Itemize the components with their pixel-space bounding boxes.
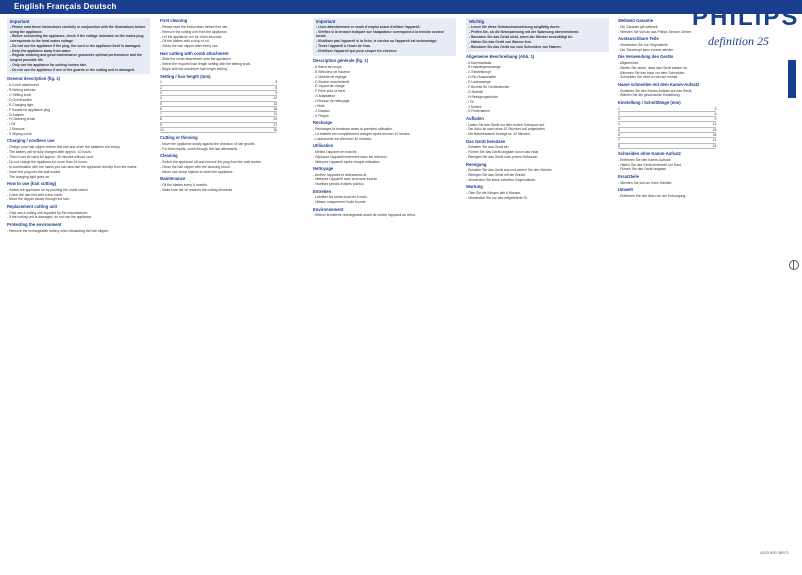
- table-cell: 15: [273, 101, 278, 106]
- list-item: - J Scissors: [7, 127, 150, 131]
- list-item: - Only use a cutting unit supplied by the manufacturer.: [7, 211, 150, 215]
- list-item: - Do not use the appliance if one of the guards or the cutting unit is damaged.: [10, 68, 147, 72]
- section: [618, 175, 738, 185]
- list-item: - Allgemeines: [618, 61, 738, 65]
- section: [7, 223, 150, 233]
- section: [160, 177, 303, 192]
- list-item: - Die Betriebsdauer beträgt ca. 40 Minuten.: [466, 132, 609, 136]
- list-item: - A Comb attachment: [7, 83, 150, 87]
- table-row: [618, 144, 716, 149]
- section: [7, 18, 150, 75]
- list-item: - G Netzteil: [466, 90, 609, 94]
- list-item: - Make sure the oil reaches the cutting elements.: [160, 188, 303, 192]
- table-cell: 21: [712, 138, 717, 143]
- list-item: - I Oil: [7, 122, 150, 126]
- column-5: [618, 16, 738, 568]
- registration-mark-icon: [789, 260, 799, 270]
- list-item: - N'utilisez l'appareil que pour couper les cheveux.: [316, 49, 453, 53]
- list-item: - Reinigen Sie das Gerät mit der Bürste.: [466, 173, 609, 177]
- list-item: - N'utilisez pas l'appareil si la fiche, le cordon ou l'appareil est endommagé.: [316, 39, 453, 43]
- list-item: - Entfernen Sie den Kamm-Aufsatz.: [618, 158, 738, 162]
- list-item: - Reinigen Sie das Gerät nach jedem Gebrauch.: [466, 155, 609, 159]
- table-cell: 2: [160, 85, 162, 90]
- list-item: - D On/off switch: [7, 98, 150, 102]
- section: [313, 144, 456, 164]
- section-title: Important: [316, 18, 336, 24]
- section-title: Environnement: [313, 206, 344, 212]
- section: [160, 154, 303, 174]
- section-title: Setting / hair length (mm): [160, 73, 211, 79]
- list-item: - Do not use the appliance if the plug, the cord or the appliance itself is damaged.: [10, 44, 147, 48]
- list-item: - For best results, comb through the hair afterwards.: [160, 147, 303, 151]
- list-item: - Ölen Sie die Klingen alle 6 Monate.: [466, 191, 609, 195]
- list-item: - Switch the appliance on by pushing the on/off switch.: [7, 188, 150, 192]
- section: [313, 190, 456, 205]
- section: [7, 139, 150, 178]
- list-item: - D Bouton marche/arrêt: [313, 80, 456, 84]
- list-item: - Never use sharp objects to clean the appliance.: [160, 170, 303, 174]
- section: [160, 136, 303, 151]
- list-item: - Halten Sie das Gerät von Wasser fern.: [469, 40, 606, 44]
- section-title: Reinigung: [466, 161, 487, 167]
- list-item: - B Sélecteur de hauteur: [313, 70, 456, 74]
- section-title: Wichtig: [469, 18, 485, 24]
- list-item: - Remove the cutting unit from the appliance.: [160, 30, 303, 34]
- list-item: - Please read the instructions before first use.: [160, 25, 303, 29]
- section-title: Das Gerät benutzen: [466, 138, 506, 144]
- table-cell: 4: [618, 122, 620, 127]
- list-item: - Arrêtez l'appareil et débranchez-le.: [313, 173, 456, 177]
- section-title: Recharge: [313, 120, 333, 126]
- brand-logo: PHILIPS: [692, 4, 800, 31]
- list-item: - K Frisierkamm: [466, 109, 609, 113]
- list-item: - The battery will be fully charged after approx. 10 hours.: [7, 150, 150, 154]
- table-cell: 24: [273, 117, 278, 122]
- list-item: - Wenden Sie sich an das Philips Service Center.: [618, 30, 738, 34]
- section-title: Protecting the environment: [7, 221, 62, 227]
- list-item: - Do not charge the appliance for more than 24 hours.: [7, 160, 150, 164]
- list-item: - Tenez l'appareil à l'écart de l'eau.: [316, 44, 453, 48]
- list-item: - Vérifiez si la tension indiquée sur l'adaptateur correspond à la tension secteur locale.: [316, 30, 453, 39]
- section: [160, 75, 303, 134]
- table-cell: 6: [714, 111, 717, 116]
- section-title: Charging / cordless use: [7, 138, 55, 144]
- table-cell: 24: [712, 143, 717, 148]
- list-item: - C Molette de réglage: [313, 75, 456, 79]
- list-item: - F Prise pour la fiche: [313, 89, 456, 93]
- list-item: - C Einstellknopf: [466, 70, 609, 74]
- section-title: Umwelt: [618, 186, 633, 192]
- list-item: - Lesen Sie diese Gebrauchsanweisung sorgfältig durch.: [469, 25, 606, 29]
- table-cell: 12: [273, 96, 278, 101]
- section: [160, 52, 303, 72]
- section-title: First cleaning: [160, 18, 188, 23]
- list-item: - Only use the appliance for cutting human hair.: [10, 63, 147, 67]
- section: [618, 83, 738, 98]
- list-item: - Remove the rechargeable battery when discarding the hair clipper.: [7, 229, 150, 233]
- section-title: Schneiden ohne Kamm-Aufsatz: [618, 150, 681, 156]
- header-bar: [0, 0, 802, 14]
- list-item: - Nettoyez l'appareil après chaque utilisation.: [313, 160, 456, 164]
- section-title: Austauschbare Teile: [618, 35, 659, 41]
- list-item: - A Sabot de coupe: [313, 65, 456, 69]
- section-title: Replacement cutting unit: [7, 203, 58, 209]
- settings-table: [618, 107, 716, 149]
- list-item: - If the cutting unit is damaged, do not use the appliance.: [7, 215, 150, 219]
- section-title: Maintenance: [160, 176, 186, 182]
- list-item: - Move the clipper slowly through the hair.: [7, 197, 150, 201]
- table-cell: 4: [160, 96, 162, 101]
- section: [313, 18, 456, 57]
- table-cell: 6: [275, 85, 278, 90]
- section-title: Wartung: [466, 184, 483, 190]
- table-cell: 12: [712, 122, 717, 127]
- section: [313, 59, 456, 118]
- list-item: - K Styling comb: [7, 132, 150, 136]
- list-item: - C Setting knob: [7, 93, 150, 97]
- section: [618, 188, 738, 198]
- list-item: - Schalten Sie das Gerät aus und ziehen Sie den Stecker.: [466, 168, 609, 172]
- section-title: Description générale (fig. 1): [313, 58, 369, 64]
- list-item: - Keep the appliance away from water.: [10, 49, 147, 53]
- list-item: - Oil the blades every 6 months.: [160, 183, 303, 187]
- table-cell: 7: [618, 138, 620, 143]
- section: [466, 140, 609, 160]
- list-item: - H Brosse de nettoyage: [313, 99, 456, 103]
- list-item: - Begin with the maximum hair length setting.: [160, 67, 303, 71]
- section: [466, 55, 609, 114]
- list-item: - The charging light goes on.: [7, 175, 150, 179]
- list-item: - F Buchse für Gerätestecker: [466, 85, 609, 89]
- list-item: - Die Garantie gilt weltweit.: [618, 25, 738, 29]
- list-item: - J Ciseaux: [313, 109, 456, 113]
- column-4: [466, 16, 609, 568]
- list-item: - Der Scherkopf kann ersetzt werden.: [618, 48, 738, 52]
- list-item: - H Cleaning brush: [7, 117, 150, 121]
- list-item: - Déplacez l'appareil lentement dans les cheveux.: [313, 155, 456, 159]
- list-item: - G Adaptateur: [313, 94, 456, 98]
- list-item: - Move the appliance slowly against the direction of hair growth.: [160, 142, 303, 146]
- section: [466, 163, 609, 183]
- table-cell: 30: [273, 128, 278, 132]
- section-title: General description (fig. 1): [7, 76, 61, 82]
- section: [7, 182, 150, 202]
- list-item: - Verwenden Sie nur das mitgelieferte Öl.: [466, 196, 609, 200]
- table-cell: 18: [712, 133, 717, 137]
- table-cell: 6: [160, 106, 162, 111]
- list-item: - Slide the comb attachment onto the appliance.: [160, 57, 303, 61]
- list-item: - Prüfen Sie, ob die Netzspannung mit der Spannung übereinstimmt.: [469, 30, 606, 34]
- language-tab-marker: [788, 60, 796, 98]
- table-cell: 8: [618, 143, 620, 148]
- list-item: - Lisez attentivement ce mode d'emploi avant d'utiliser l'appareil.: [316, 25, 453, 29]
- section: [618, 37, 738, 52]
- list-item: - N'utilisez jamais d'objets pointus.: [313, 182, 456, 186]
- list-item: - Schieben Sie den Kamm-Aufsatz auf das Gerät.: [618, 89, 738, 93]
- section-title: Hair cutting with comb attachment: [160, 50, 229, 56]
- section: [313, 167, 456, 187]
- section: [7, 77, 150, 136]
- list-item: - Please read these instructions carefully in conjunction with the illustrations before using the appliance.: [10, 25, 147, 34]
- list-item: - J Schere: [466, 105, 609, 109]
- table-cell: 15: [712, 127, 717, 132]
- section: [466, 18, 609, 52]
- list-item: - Charge your hair clipper before first use and when the batteries are empty.: [7, 145, 150, 149]
- list-item: - Let the appliance run for a few seconds.: [160, 35, 303, 39]
- section: [160, 19, 303, 49]
- section: [618, 152, 738, 172]
- table-cell: 21: [273, 112, 278, 117]
- section-title: How to use (hair cutting): [7, 180, 57, 186]
- section: [618, 19, 738, 34]
- list-item: - D Ein-/Ausschalter: [466, 75, 609, 79]
- list-item: - B Setting selector: [7, 88, 150, 92]
- section-title: Cleaning: [160, 153, 178, 159]
- section: [7, 205, 150, 220]
- list-item: - Halten Sie das Gerät senkrecht zur Haut.: [618, 163, 738, 167]
- list-item: - F Socket for appliance plug: [7, 108, 150, 112]
- column-1: [7, 16, 150, 568]
- list-item: - Rechargez la tondeuse avant la première utilisation.: [313, 127, 456, 131]
- table-cell: 18: [273, 106, 278, 111]
- list-item: - Führen Sie das Gerät langsam.: [618, 167, 738, 171]
- list-item: - Retirez la batterie rechargeable avant de mettre l'appareil au rebut.: [313, 213, 456, 217]
- section-title: Nettoyage: [313, 165, 334, 171]
- list-item: - H Reinigungsbürste: [466, 95, 609, 99]
- list-item: - Verwenden Sie nur Originalteile.: [618, 43, 738, 47]
- list-item: - Schalten Sie das Gerät ein.: [466, 145, 609, 149]
- list-item: - Entfernen Sie den Akku vor der Entsorgung.: [618, 194, 738, 198]
- section: [466, 185, 609, 200]
- list-item: - In combination with the mains you can also use the appliance directly from the mains.: [7, 165, 150, 169]
- list-item: - Führen Sie das Gerät langsam durch das Haar.: [466, 150, 609, 154]
- table-cell: 10: [160, 128, 164, 132]
- section-title: Allgemeine Beschreibung (Abb. 1): [466, 53, 535, 59]
- list-item: - E Charging light: [7, 103, 150, 107]
- list-item: - Der Akku ist nach etwa 10 Stunden voll aufgeladen.: [466, 127, 609, 131]
- table-row: [160, 128, 277, 133]
- table-cell: 1: [160, 80, 162, 85]
- list-item: - Clean the hair clipper after every use.: [160, 44, 303, 48]
- list-item: - Schneiden Sie nicht zu viel auf einmal.: [618, 75, 738, 79]
- table-cell: 9: [160, 122, 162, 127]
- section-title: Einstellung / Schnittlänge (mm): [618, 99, 681, 105]
- column-3: [313, 16, 456, 568]
- list-item: - Nettoyez l'appareil avec la brosse fournie.: [313, 177, 456, 181]
- section-title: Weltweit Garantie: [618, 18, 654, 23]
- list-item: - Then it can be used for approx. 40 minutes without cord.: [7, 155, 150, 159]
- list-item: - Kämmen Sie das Haar vor dem Schneiden.: [618, 71, 738, 75]
- list-item: - Oil the blades with a drop of oil.: [160, 39, 303, 43]
- table-cell: 9: [275, 90, 278, 95]
- column-2: [160, 16, 303, 568]
- list-item: - Regular cleaning and good maintenance guarantee optimal performance and the longest possible life.: [10, 53, 147, 62]
- list-item: - Verwenden Sie keine scharfen Gegenstände.: [466, 178, 609, 182]
- doc-number: 4203 000 38971: [760, 550, 789, 555]
- section: [618, 101, 738, 149]
- settings-table: [160, 80, 277, 133]
- list-item: - L'autonomie est d'environ 40 minutes.: [313, 137, 456, 141]
- table-cell: 7: [160, 112, 162, 117]
- list-item: - Mettez l'appareil en marche.: [313, 150, 456, 154]
- table-cell: 3: [275, 80, 278, 85]
- table-cell: 8: [160, 117, 162, 122]
- section-title: Important: [10, 18, 30, 24]
- list-item: - K Peigne: [313, 114, 456, 118]
- list-item: - Comb the hair first with a fine comb.: [7, 193, 150, 197]
- product-line: definition 25: [708, 34, 769, 48]
- list-item: - Benutzen Sie das Gerät nicht, wenn der Stecker beschädigt ist.: [469, 35, 606, 39]
- section-title: Die Verwendung des Geräts: [618, 53, 674, 59]
- table-cell: 27: [273, 122, 278, 127]
- list-item: - B Haarlängenanzeige: [466, 65, 609, 69]
- section-title: Aufladen: [466, 115, 484, 121]
- section-title: Cutting or thinning: [160, 135, 198, 141]
- table-cell: 6: [618, 133, 620, 137]
- section-title: Ersatzteile: [618, 173, 639, 179]
- table-cell: 3: [160, 90, 162, 95]
- languages-title: English Français Deutsch: [14, 2, 117, 11]
- table-cell: 5: [618, 127, 620, 132]
- list-item: - Select the required hair length setting with the setting knob.: [160, 62, 303, 66]
- table-cell: 5: [160, 101, 162, 106]
- section: [313, 121, 456, 141]
- section-title: Haare schneiden mit dem Kamm-Aufsatz: [618, 81, 700, 87]
- section: [466, 117, 609, 137]
- list-item: - I Öl: [466, 100, 609, 104]
- list-item: - Before connecting the appliance, check if the voltage indicated on the mains plug corresponds to the local mains voltage.: [10, 34, 147, 43]
- table-cell: 9: [714, 117, 717, 122]
- list-item: - Clean the hair clipper with the cleaning brush.: [160, 165, 303, 169]
- section: [313, 208, 456, 218]
- list-item: - Switch the appliance off and remove the plug from the wall socket.: [160, 160, 303, 164]
- list-item: - Wählen Sie die gewünschte Einstellung.: [618, 93, 738, 97]
- list-item: - Stellen Sie sicher, dass das Gerät sauber ist.: [618, 66, 738, 70]
- list-item: - G Adapter: [7, 113, 150, 117]
- list-item: - A Kammaufsatz: [466, 61, 609, 65]
- list-item: - Laden Sie das Gerät vor dem ersten Gebrauch auf.: [466, 123, 609, 127]
- section-title: Utilisation: [313, 142, 334, 148]
- table-cell: 1: [618, 106, 620, 111]
- table-cell: 3: [714, 106, 717, 111]
- list-item: - Benutzen Sie das Gerät nur zum Schneiden von Haaren.: [469, 45, 606, 49]
- list-item: - Utilisez uniquement l'huile fournie.: [313, 200, 456, 204]
- list-item: - I Huile: [313, 104, 456, 108]
- list-item: - E Ladeanzeige: [466, 80, 609, 84]
- list-item: - E Voyant de charge: [313, 84, 456, 88]
- list-item: - Insert the plug into the wall socket.: [7, 170, 150, 174]
- table-cell: 3: [618, 117, 620, 122]
- section-title: Entretien: [313, 188, 332, 194]
- list-item: - La batterie est complètement chargée après environ 10 heures.: [313, 132, 456, 136]
- list-item: - Wenden Sie sich an Ihren Händler.: [618, 181, 738, 185]
- table-cell: 2: [618, 111, 620, 116]
- list-item: - Lubrifiez les lames tous les 6 mois.: [313, 195, 456, 199]
- section: [618, 55, 738, 80]
